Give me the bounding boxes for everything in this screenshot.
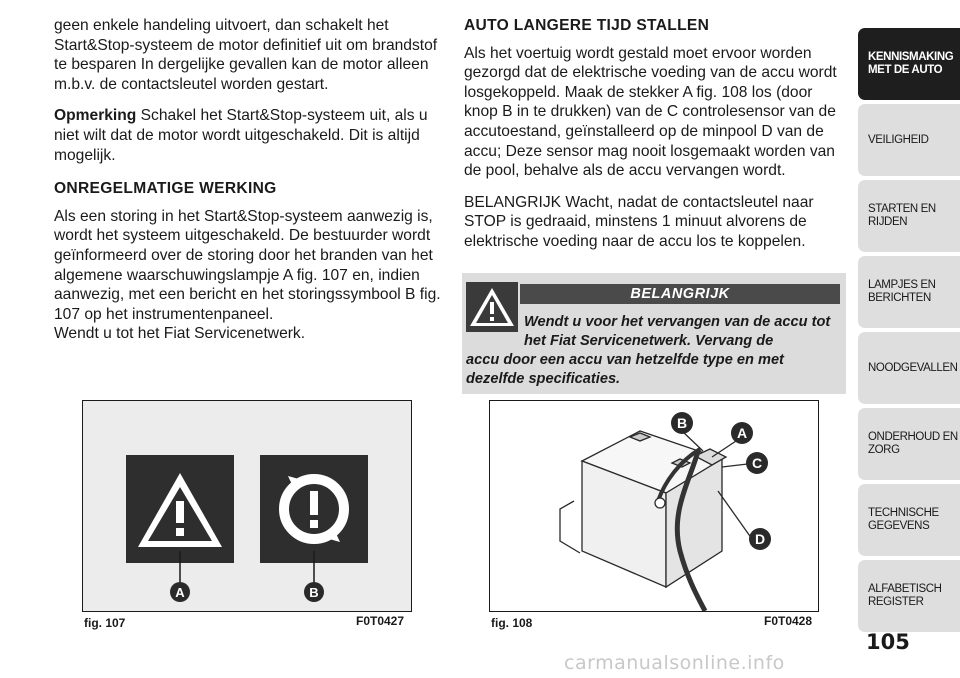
malfunction-text: Als een storing in het Start&Stop-systeem aanwezig is, wordt het systeem uitgeschakeld. De bestuurder wordt geïnformeerd over de storing door het branden van het algemene waarschuwingslampje A fig. 107 en, indien aanwezig, met een bericht en het storingssymbool B fig. 107 op het instrumentenpaneel. bbox=[54, 207, 441, 323]
section-heading-malfunction: ONREGELMATIGE WERKING bbox=[54, 180, 277, 198]
page-number: 105 bbox=[866, 630, 910, 654]
tab-alfabetisch-register[interactable]: ALFABETISCH REGISTER bbox=[858, 560, 960, 632]
note-label: Opmerking bbox=[54, 107, 137, 125]
fig107-label-a: A bbox=[175, 585, 185, 600]
warning-text bbox=[466, 313, 844, 389]
tab-technische-gegevens[interactable]: TECHNISCHE GEGEVENS bbox=[858, 484, 960, 556]
figure-108 bbox=[489, 400, 819, 612]
fig108-label-d: D bbox=[754, 531, 766, 547]
figure-107 bbox=[82, 400, 412, 612]
watermark: carmanualsonline.info bbox=[564, 652, 785, 674]
warning-line-1: Wendt u voor het vervangen van de accu tot het Fiat Servicenetwerk. Vervang de bbox=[524, 314, 831, 349]
left-column bbox=[54, 16, 446, 344]
tab-noodgevallen[interactable]: NOODGEVALLEN bbox=[858, 332, 960, 404]
fig107-label-b: B bbox=[309, 585, 319, 600]
tab-kennismaking[interactable]: KENNISMAKING MET DE AUTO bbox=[858, 28, 960, 100]
tab-onderhoud-en-zorg[interactable]: ONDERHOUD EN ZORG bbox=[858, 408, 960, 480]
fig107-caption: fig. 107 bbox=[84, 616, 126, 630]
tab-starten-en-rijden[interactable]: STARTEN EN RIJDEN bbox=[858, 180, 960, 252]
warning-line-2: accu door een accu van hetzelfde type en met dezelfde specificaties. bbox=[466, 352, 784, 387]
right-column bbox=[464, 16, 850, 264]
malfunction-paragraph bbox=[54, 207, 446, 344]
fig108-label-b: B bbox=[676, 415, 688, 431]
section-heading-storage: AUTO LANGERE TIJD STALLEN bbox=[464, 17, 710, 34]
warning-title: BELANGRIJK bbox=[520, 284, 840, 304]
fig108-label-a: A bbox=[736, 425, 748, 441]
fig108-label-c: C bbox=[751, 455, 763, 471]
chapter-tabs bbox=[858, 0, 960, 678]
fig108-caption: fig. 108 bbox=[491, 616, 533, 630]
tab-veiligheid[interactable]: VEILIGHEID bbox=[858, 104, 960, 176]
intro-paragraph: geen enkele handeling uitvoert, dan schakelt het Start&Stop-systeem de motor definitief uit om brandstof te besparen In dergelijke gevallen kan de motor alleen m.b.v. de contactsleutel worden gestart. bbox=[54, 17, 438, 93]
malfunction-advice: Wendt u tot het Fiat Servicenetwerk. bbox=[54, 325, 306, 343]
important-paragraph: BELANGRIJK Wacht, nadat de contactsleutel naar STOP is gedraaid, minstens 1 minuut alvorens de elektrische voeding naar de accu los te koppelen. bbox=[464, 193, 814, 250]
note-paragraph bbox=[54, 106, 446, 165]
warning-box bbox=[462, 273, 846, 394]
fig108-code: F0T0428 bbox=[764, 614, 813, 628]
fig107-code: F0T0427 bbox=[356, 614, 405, 628]
storage-paragraph: Als het voertuig wordt gestald moet ervoor worden gezorgd dat de elektrische voeding van de accu wordt losgekoppeld. Maak de stekker A fig. 108 los (door knop B in te drukken) van de C controlesensor van de accutoestand, geïnstalleerd op de minpool D van de accu; Deze sensor mag nooit losgemaakt worden van de pool, behalve als de accu vervangen wordt. bbox=[464, 44, 837, 180]
note-text: Schakel het Start&Stop-systeem uit, als u niet wilt dat de motor wordt uitgeschakeld. Dit is altijd mogelijk. bbox=[54, 107, 428, 164]
tab-lampjes-en-berichten[interactable]: LAMPJES EN BERICHTEN bbox=[858, 256, 960, 328]
